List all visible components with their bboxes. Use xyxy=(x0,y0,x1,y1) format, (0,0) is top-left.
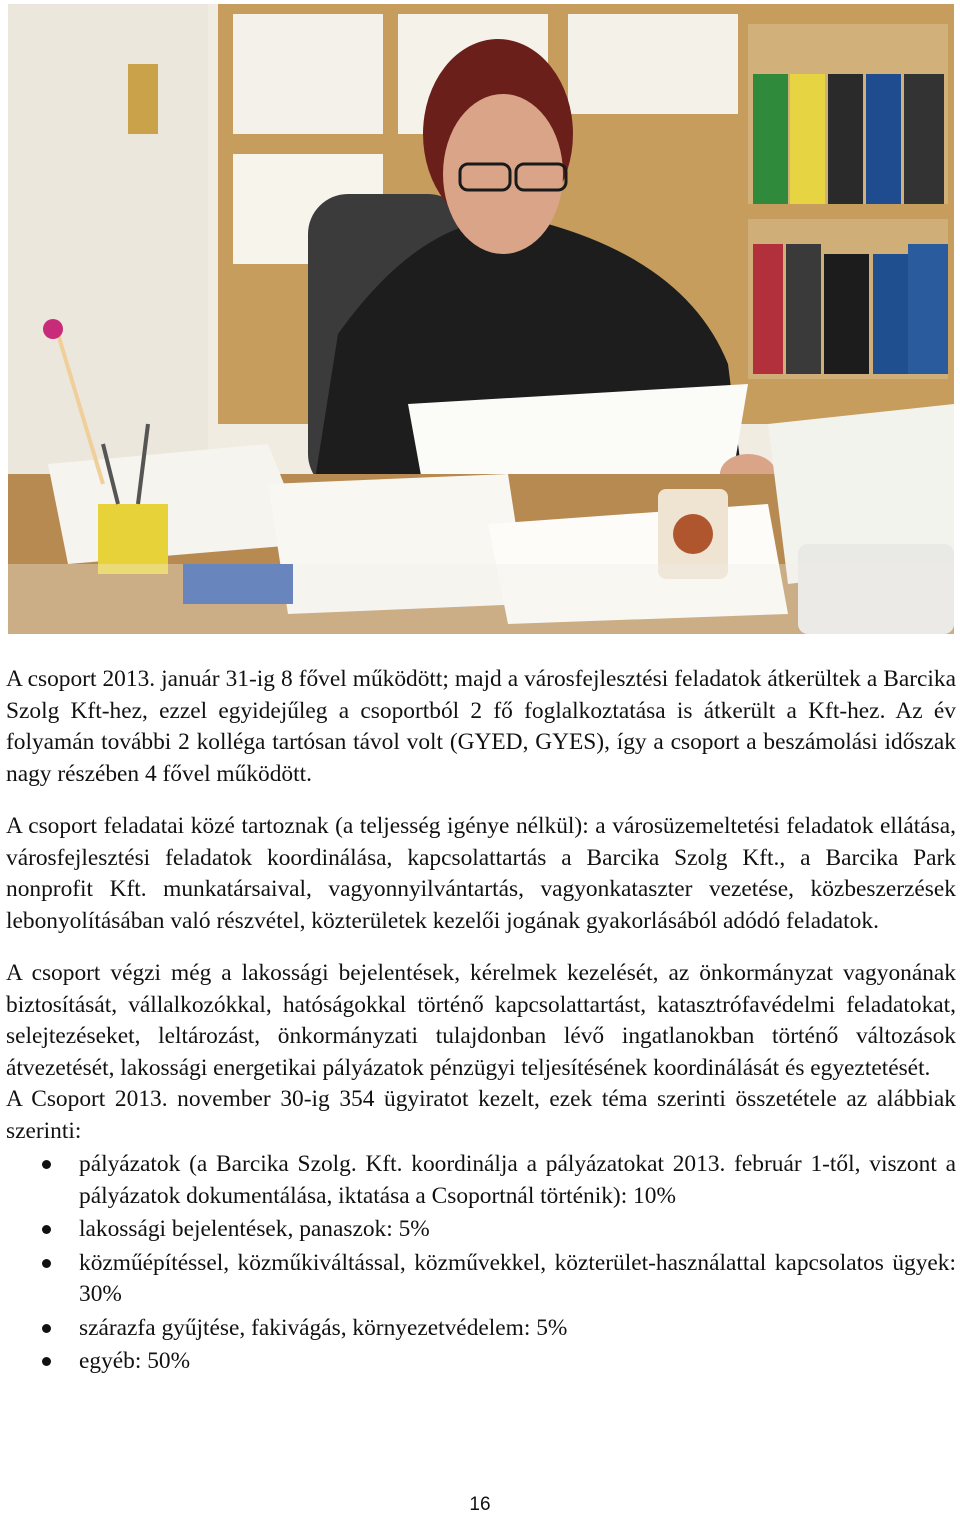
paragraph-group-composition: A csoport 2013. január 31-ig 8 fővel működött; majd a városfejlesztési feladatok átkerültek a Barcika Szolg Kft-hez, ezzel egyidejűleg a csoportból 2 fő foglalkoztatása is átkerült a Kft-hez. Az év folyamán további 2 kolléga tartósan távol volt (GYED, GYES), így a csoport a beszámolási időszak nagy részében 4 fővel működött. xyxy=(6,666,956,787)
paragraph-additional-tasks: A csoport végzi még a lakossági bejelentések, kérelmek kezelését, az önkormányzat vagyonának biztosítását, vállalkozókkal, hatóságokkal történő kapcsolattartást, katasztrófavédelmi feladatokat, selejtezéseket, leltározást, önkormányzati tulajdonban lévő ingatlanokban történő változások átvezetését, lakossági energetikai pályázatok pénzügyi teljesítésének koordinálását és egyeztetését. xyxy=(6,960,956,1081)
bullet-icon xyxy=(42,1225,51,1234)
list-item xyxy=(6,1214,956,1246)
office-photo xyxy=(8,4,954,634)
list-item-text: szárazfa gyűjtése, fakivágás, környezetvédelem: 5% xyxy=(79,1314,568,1341)
list-item xyxy=(6,1248,956,1311)
paragraph-case-count: A Csoport 2013. november 30-ig 354 ügyiratot kezelt, ezek téma szerinti összetétele az alábbiak szerinti: xyxy=(6,1086,956,1144)
list-item-text: pályázatok (a Barcika Szolg. Kft. koordinálja a pályázatokat 2013. február 1-től, viszont a pályázatok dokumentálása, iktatása a Csoportnál történik): 10% xyxy=(79,1151,956,1209)
list-item-text: lakossági bejelentések, panaszok: 5% xyxy=(79,1216,430,1242)
office-photo-illustration xyxy=(8,4,954,634)
page-number: 16 xyxy=(469,1494,491,1515)
list-item-text: közműépítéssel, közműkiváltással, közművekkel, közterület-használattal kapcsolatos ügyek: 30% xyxy=(79,1249,956,1307)
list-item xyxy=(6,1346,956,1378)
bullet-icon xyxy=(42,1324,51,1333)
list-item xyxy=(6,1313,956,1345)
list-item-text: egyéb: 50% xyxy=(79,1348,191,1374)
paragraph-group-tasks: A csoport feladatai közé tartoznak (a teljesség igénye nélkül): a városüzemeltetési feladatok ellátása, városfejlesztési feladatok koordinálása, kapcsolattartás a Barcika Szolg Kft., a Barcika Park nonprofit Kft. munkatársaival, vagyonnyilvántartás, vagyonkataszter vezetése, közbeszerzések lebonyolításában való részvétel, közterületek kezelői jogának gyakorlásából adódó feladatok. xyxy=(6,813,956,934)
bullet-icon xyxy=(42,1357,51,1366)
bullet-icon xyxy=(42,1259,51,1268)
list-item xyxy=(6,1149,956,1212)
body-text xyxy=(6,664,956,1378)
bullet-icon xyxy=(42,1160,51,1169)
case-topic-list xyxy=(6,1149,956,1378)
